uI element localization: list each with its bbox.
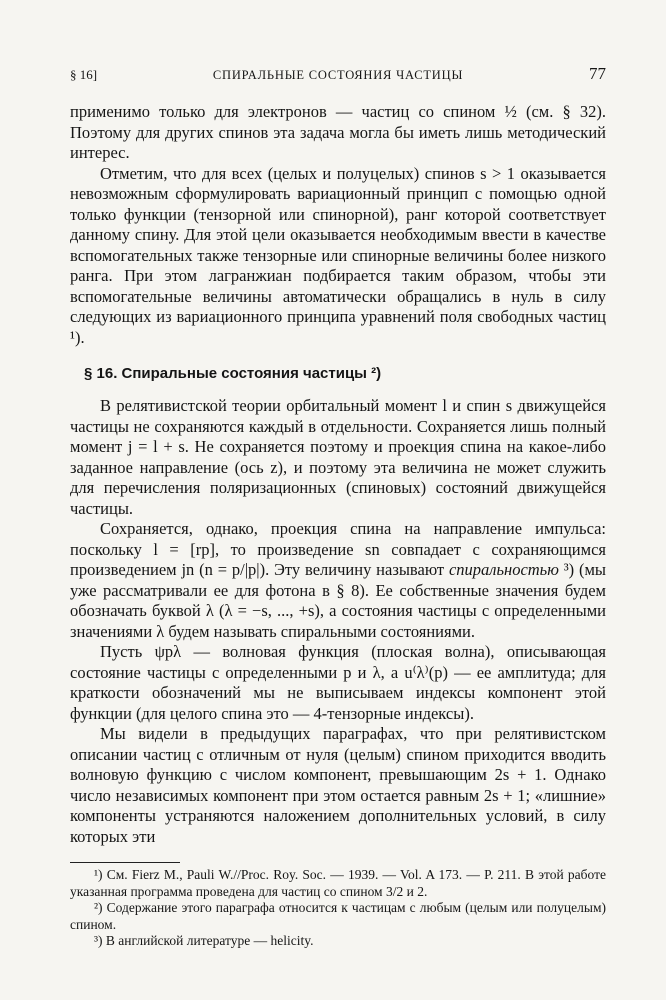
page-number: 77: [589, 64, 606, 83]
term-helicity: спиральностью: [448, 560, 559, 579]
paragraph: Пусть ψpλ — волновая функция (плоская волна), описывающая состояние частицы с определенными p и λ, а u⁽λ⁾(p) — ее амплитуда; для краткости обозначений мы не выписываем индексы компонент этой функции (для целого спина это — 4-тензорные индексы).: [70, 642, 606, 723]
footnote: ²) Содержание этого параграфа относится к частицам с любым (целым или полуцелым) спином.: [70, 900, 606, 932]
footnote: ¹) См. Fierz M., Pauli W.//Proc. Roy. Soc. — 1939. — Vol. A 173. — P. 211. В этой работе указанная программа проведена для частиц со спином 3/2 и 2.: [70, 867, 606, 899]
footnote-rule: [70, 862, 180, 863]
section-reference: § 16]: [70, 67, 98, 82]
footnotes: [70, 867, 606, 950]
section-heading: § 16. Спиральные состояния частицы ²): [84, 365, 382, 382]
body-text: [70, 102, 606, 847]
paragraph-text: ³) (мы уже рассматривали ее для фотона в § 8). Ее собственные значения будем обозначать буквой λ (λ = −s, ..., +s), а состояния частицы с определенными значениями λ будем называть спиральными состояниями.: [70, 560, 606, 641]
paragraph: [70, 519, 606, 642]
book-page: [70, 64, 606, 950]
footnote: ³) В английской литературе — helicity.: [94, 933, 314, 948]
paragraph: применимо только для электронов — частиц со спином ½ (см. § 32). Поэтому для других спинов эта задача могла бы иметь лишь методический интерес.: [70, 102, 606, 162]
page-header: [70, 64, 606, 90]
running-title: СПИРАЛЬНЫЕ СОСТОЯНИЯ ЧАСТИЦЫ: [212, 68, 464, 82]
paragraph: Отметим, что для всех (целых и полуцелых) спинов s > 1 оказывается невозможным сформулировать вариационный принцип с помощью одной только функции (тензорной или спинорной), ранг которой соответствует данному спину. Для этой цели оказывается необходимым ввести в качестве вспомогательных также тензорные или спинорные величины более низкого ранга. При этом лагранжиан подбирается таким образом, чтобы эти вспомогательные величины автоматически обращались в нуль в силу следующих из вариационного принципа уравнений поля свободных частиц ¹).: [70, 163, 606, 347]
paragraph: Мы видели в предыдущих параграфах, что при релятивистском описании частиц с отличным от нуля (целым) спином приходится вводить волновую функцию с числом компонент, превышающим 2s + 1. Однако число независимых компонент при этом остается равным 2s + 1; «лишние» компоненты устраняются наложением дополнительных условий, в силу которых эти: [70, 724, 606, 846]
paragraph: В релятивистской теории орбитальный момент l и спин s движущейся частицы не сохраняются каждый в отдельности. Сохраняется лишь полный момент j = l + s. Не сохраняется поэтому и проекция спина на какое-либо заданное направление (ось z), и поэтому эта величина не может служить для перечисления поляризационных (спиновых) состояний движущейся частицы.: [70, 396, 606, 518]
paragraph-text: Сохраняется, однако, проекция спина на направление импульса: поскольку l = [rp], то произведение sn совпадает с сохраняющимся произведением jn (n = p/|p|). Эту величину называют: [70, 519, 606, 579]
